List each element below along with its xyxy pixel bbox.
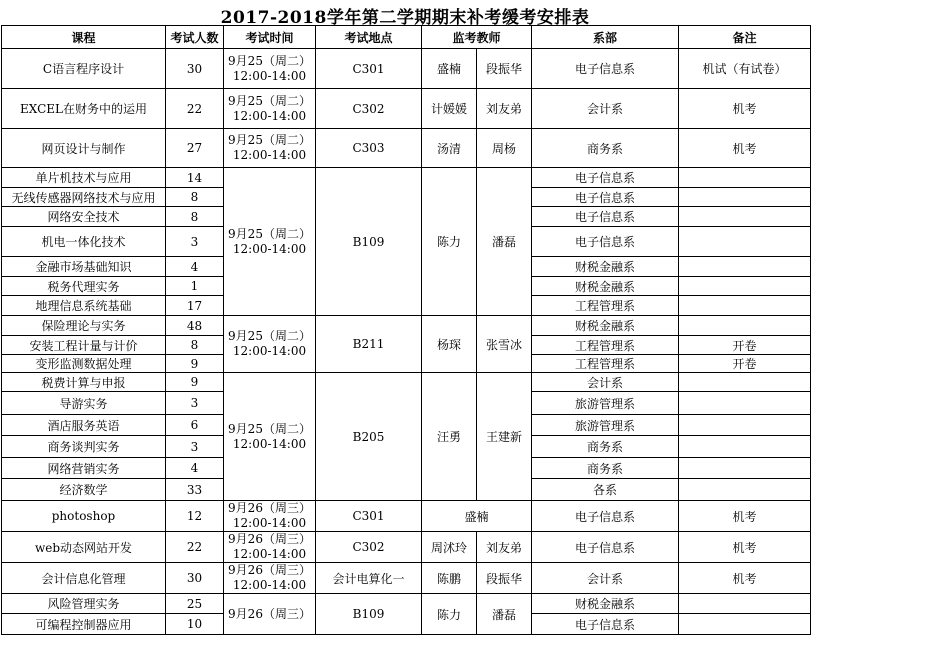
note-cell [679,458,811,479]
count-cell: 3 [166,436,224,458]
count-cell: 30 [166,563,224,594]
dept-cell: 工程管理系 [532,355,679,373]
course-cell: 商务谈判实务 [2,436,166,458]
course-cell: 酒店服务英语 [2,415,166,436]
course-cell: 网页设计与制作 [2,129,166,168]
proctor-2-cell: 刘友弟 [477,89,532,129]
proctor-cell: 盛楠 [422,501,532,532]
exam-schedule-table [1,25,811,635]
note-cell [679,479,811,501]
dept-cell: 财税金融系 [532,277,679,296]
proctor-1-cell: 陈鹏 [422,563,477,594]
course-cell: 可编程控制器应用 [2,614,166,635]
course-cell: web动态网站开发 [2,532,166,563]
note-cell [679,277,811,296]
time-cell: 9月25（周二） 12:00-14:00 [224,89,316,129]
dept-cell: 电子信息系 [532,168,679,188]
header-time: 考试时间 [224,26,316,49]
place-cell: B211 [316,316,422,373]
note-cell: 机考 [679,532,811,563]
note-cell [679,207,811,227]
place-cell: C302 [316,532,422,563]
note-cell: 机试（有试卷） [679,49,811,89]
dept-cell: 商务系 [532,129,679,168]
count-cell: 14 [166,168,224,188]
time-cell: 9月26（周三） [224,594,316,635]
header-place: 考试地点 [316,26,422,49]
course-cell: 机电一体化技术 [2,227,166,257]
note-cell [679,227,811,257]
note-cell [679,392,811,415]
note-cell: 机考 [679,563,811,594]
course-cell: 无线传感器网络技术与应用 [2,188,166,207]
note-cell [679,436,811,458]
time-cell: 9月25（周二） 12:00-14:00 [224,129,316,168]
count-cell: 10 [166,614,224,635]
table-row [2,316,811,336]
count-cell: 3 [166,227,224,257]
dept-cell: 工程管理系 [532,336,679,355]
dept-cell: 电子信息系 [532,501,679,532]
dept-cell: 旅游管理系 [532,392,679,415]
dept-cell: 商务系 [532,458,679,479]
header-course: 课程 [2,26,166,49]
table-row [2,129,811,168]
dept-cell: 会计系 [532,373,679,392]
count-cell: 25 [166,594,224,614]
dept-cell: 商务系 [532,436,679,458]
place-cell: C302 [316,89,422,129]
proctor-2-cell: 周杨 [477,129,532,168]
course-cell: photoshop [2,501,166,532]
course-cell: 经济数学 [2,479,166,501]
note-cell: 开卷 [679,355,811,373]
course-cell: 税费计算与申报 [2,373,166,392]
course-cell: C语言程序设计 [2,49,166,89]
course-cell: 变形监测数据处理 [2,355,166,373]
table-row [2,168,811,188]
dept-cell: 电子信息系 [532,49,679,89]
note-cell: 机考 [679,89,811,129]
note-cell [679,316,811,336]
count-cell: 4 [166,458,224,479]
table-row [2,49,811,89]
count-cell: 9 [166,355,224,373]
dept-cell: 会计系 [532,563,679,594]
header-count: 考试人数 [166,26,224,49]
time-cell: 9月25（周二） 12:00-14:00 [224,373,316,501]
count-cell: 1 [166,277,224,296]
note-cell [679,168,811,188]
proctor-2-cell: 王建新 [477,373,532,501]
place-cell: C301 [316,501,422,532]
count-cell: 33 [166,479,224,501]
proctor-1-cell: 汤清 [422,129,477,168]
dept-cell: 旅游管理系 [532,415,679,436]
dept-cell: 电子信息系 [532,532,679,563]
count-cell: 8 [166,336,224,355]
header-proctor: 监考教师 [422,26,532,49]
dept-cell: 财税金融系 [532,594,679,614]
table-row [2,373,811,392]
table-row [2,563,811,594]
course-cell: 导游实务 [2,392,166,415]
dept-cell: 工程管理系 [532,296,679,316]
course-cell: 金融市场基础知识 [2,257,166,277]
dept-cell: 财税金融系 [532,257,679,277]
dept-cell: 电子信息系 [532,207,679,227]
count-cell: 48 [166,316,224,336]
table-row [2,501,811,532]
place-cell: 会计电算化一 [316,563,422,594]
time-cell: 9月25（周二） 12:00-14:00 [224,168,316,316]
proctor-2-cell: 段振华 [477,563,532,594]
note-cell: 机考 [679,129,811,168]
dept-cell: 会计系 [532,89,679,129]
note-cell [679,188,811,207]
note-cell: 机考 [679,501,811,532]
proctor-1-cell: 陈力 [422,594,477,635]
table-row [2,89,811,129]
course-cell: 风险管理实务 [2,594,166,614]
note-cell [679,415,811,436]
proctor-1-cell: 陈力 [422,168,477,316]
table-row [2,532,811,563]
time-cell: 9月25（周二） 12:00-14:00 [224,316,316,373]
count-cell: 4 [166,257,224,277]
schedule-body [2,49,811,635]
time-cell: 9月25（周二） 12:00-14:00 [224,49,316,89]
course-cell: 网络营销实务 [2,458,166,479]
time-cell: 9月26（周三） 12:00-14:00 [224,501,316,532]
header-row [2,26,811,49]
course-cell: 税务代理实务 [2,277,166,296]
note-cell [679,594,811,614]
sheet-title: 2017-2018学年第二学期期末补考缓考安排表 [220,8,590,28]
count-cell: 8 [166,188,224,207]
proctor-1-cell: 计媛媛 [422,89,477,129]
course-cell: 保险理论与实务 [2,316,166,336]
dept-cell: 电子信息系 [532,188,679,207]
course-cell: 地理信息系统基础 [2,296,166,316]
place-cell: C303 [316,129,422,168]
time-cell: 9月26（周三） 12:00-14:00 [224,532,316,563]
proctor-1-cell: 周沭玲 [422,532,477,563]
course-cell: 单片机技术与应用 [2,168,166,188]
count-cell: 22 [166,89,224,129]
proctor-1-cell: 盛楠 [422,49,477,89]
count-cell: 12 [166,501,224,532]
dept-cell: 各系 [532,479,679,501]
place-cell: B109 [316,594,422,635]
proctor-2-cell: 潘磊 [477,168,532,316]
proctor-2-cell: 段振华 [477,49,532,89]
proctor-2-cell: 张雪冰 [477,316,532,373]
count-cell: 9 [166,373,224,392]
place-cell: B205 [316,373,422,501]
course-cell: 会计信息化管理 [2,563,166,594]
proctor-2-cell: 刘友弟 [477,532,532,563]
dept-cell: 电子信息系 [532,614,679,635]
note-cell [679,373,811,392]
note-cell [679,257,811,277]
proctor-1-cell: 汪勇 [422,373,477,501]
header-note: 备注 [679,26,811,49]
dept-cell: 电子信息系 [532,227,679,257]
note-cell [679,296,811,316]
count-cell: 30 [166,49,224,89]
header-dept: 系部 [532,26,679,49]
place-cell: C301 [316,49,422,89]
count-cell: 27 [166,129,224,168]
dept-cell: 财税金融系 [532,316,679,336]
place-cell: B109 [316,168,422,316]
count-cell: 6 [166,415,224,436]
note-cell [679,614,811,635]
count-cell: 17 [166,296,224,316]
course-cell: 网络安全技术 [2,207,166,227]
proctor-2-cell: 潘磊 [477,594,532,635]
table-row [2,594,811,614]
time-cell: 9月26（周三） 12:00-14:00 [224,563,316,594]
course-cell: 安装工程计量与计价 [2,336,166,355]
count-cell: 22 [166,532,224,563]
course-cell: EXCEL在财务中的运用 [2,89,166,129]
proctor-1-cell: 杨琛 [422,316,477,373]
count-cell: 3 [166,392,224,415]
note-cell: 开卷 [679,336,811,355]
count-cell: 8 [166,207,224,227]
